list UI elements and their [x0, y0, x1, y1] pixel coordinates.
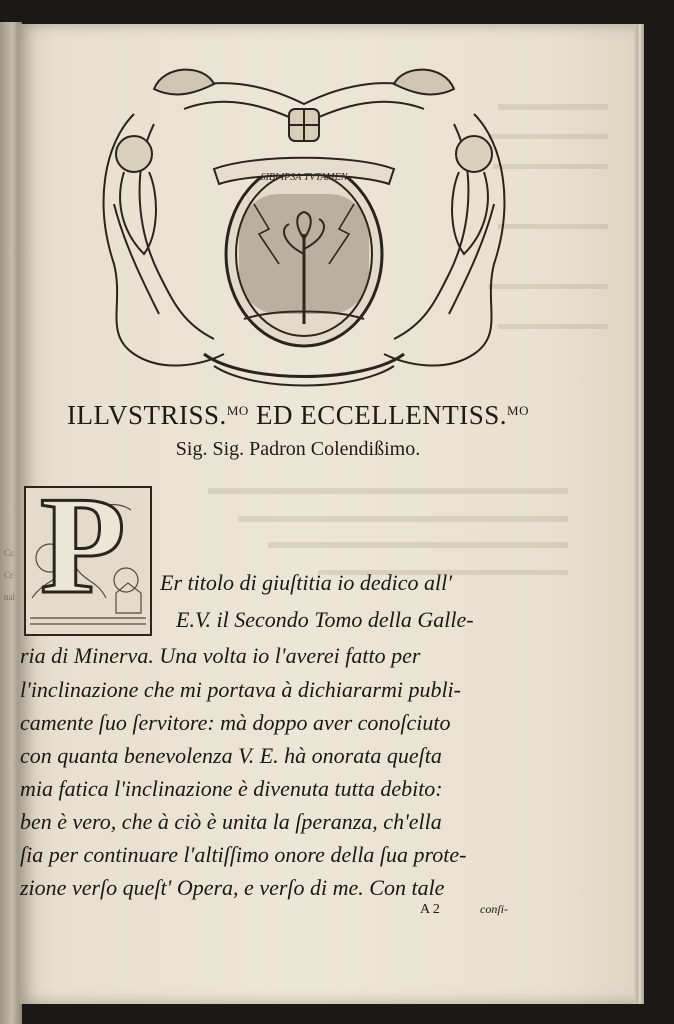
- body-line-5: camente ſuo ſervitore: mà doppo aver conoſciuto: [20, 710, 451, 735]
- signature-mark: A 2: [420, 902, 440, 917]
- book-page: [18, 24, 644, 1004]
- catchword: conſi-: [480, 902, 508, 916]
- dedication-heading: [18, 400, 578, 431]
- dedication-subheading: Sig. Sig. Padron Colendißimo.: [175, 438, 421, 460]
- page-edge: [634, 24, 644, 1004]
- body-line-10: zione verſo queſt' Opera, e verſo di me. Con tale: [20, 875, 445, 900]
- body-line-3: ria di Minerva. Una volta io l'averei fatto per: [20, 643, 421, 668]
- body-line-8: ben è vero, che à ciò è unita la ſperanza, ch'ella: [20, 809, 442, 834]
- body-line-7: mia fatica l'inclinazione è divenuta tutta debito:: [20, 776, 443, 801]
- decorated-initial: [24, 468, 152, 636]
- coat-of-arms-ornament: [64, 54, 544, 394]
- motto-text: SIBI IPSA TVTAMEN: [260, 172, 348, 183]
- facing-page-text-fragment: CcCrnal: [4, 548, 15, 602]
- body-line-9: ſia per continuare l'altiſſimo onore della ſua prote-: [20, 842, 467, 867]
- heading-superscript-1: MO: [226, 403, 249, 418]
- body-line-2: E.V. il Secondo Tomo della Galle-: [176, 607, 474, 632]
- initial-letter: P: [40, 468, 126, 623]
- body-line-1: Er titolo di giuſtitia io dedico all': [160, 570, 452, 595]
- body-line-4: l'inclinazione che mi portava à dichiararmi publi-: [20, 677, 461, 702]
- heading-part-2: ED ECCELLENTISS.: [248, 400, 508, 430]
- body-line-6: con quanta benevolenza V. E. hà onorata queſta: [20, 743, 442, 768]
- heading-superscript-2: MO: [507, 403, 529, 418]
- heading-part-1: ILLVSTRISS.: [67, 400, 227, 430]
